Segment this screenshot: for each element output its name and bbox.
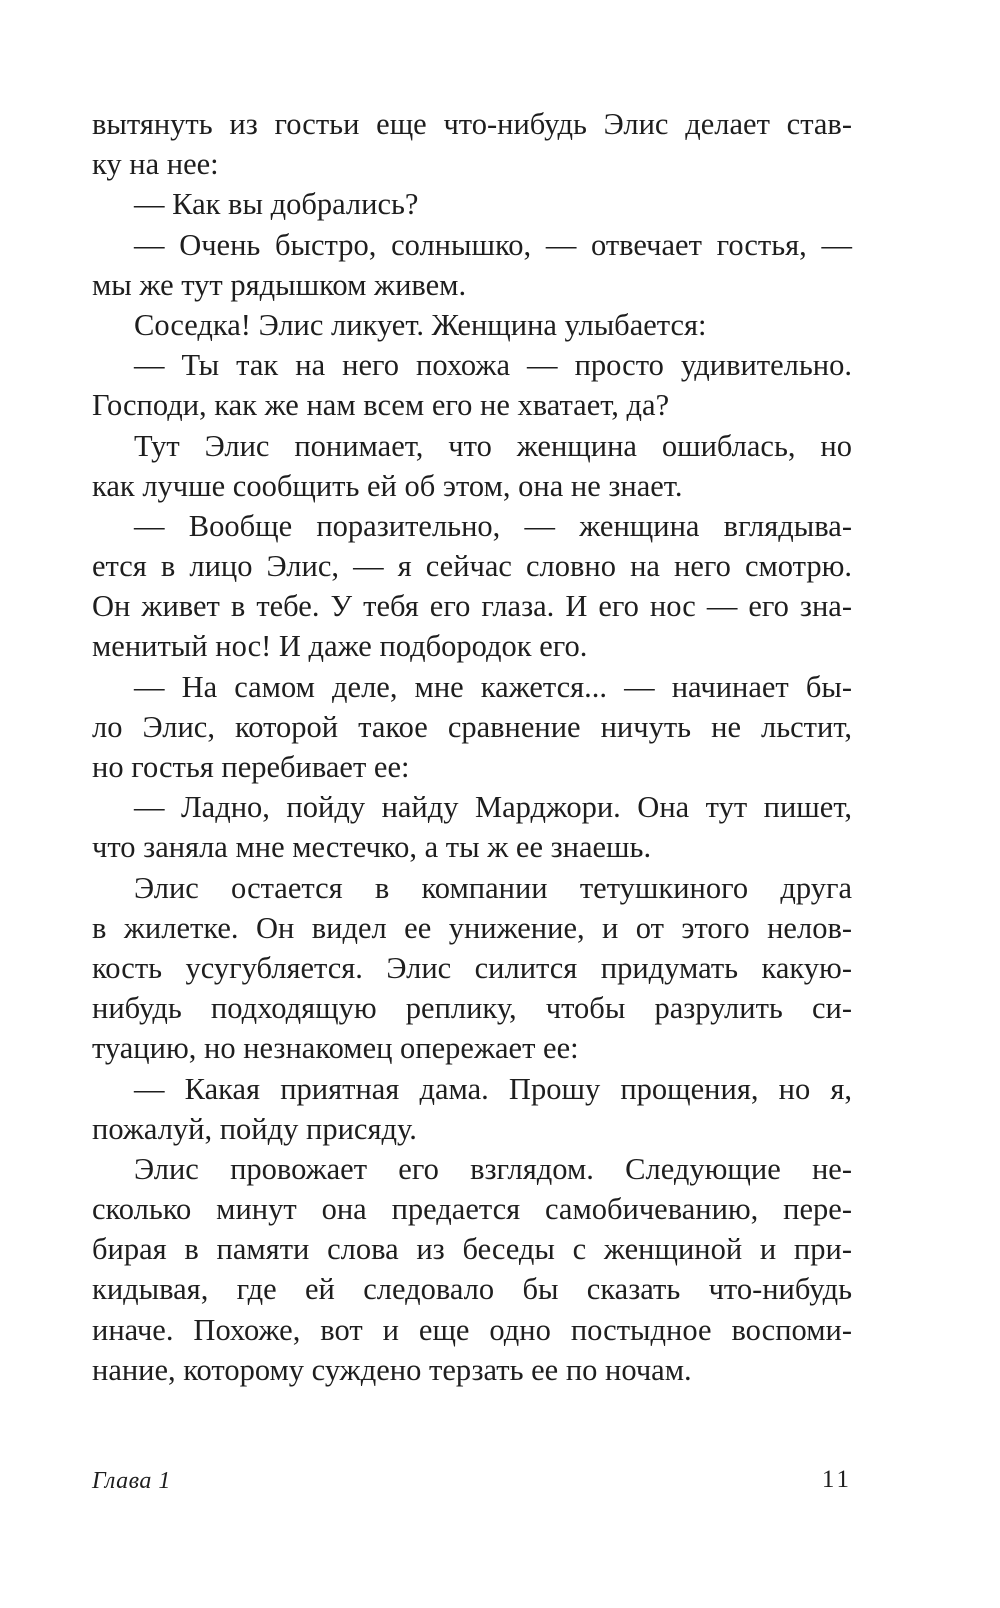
text-line: Элис остается в компании тетушкиного друга [134, 870, 852, 905]
text-line: Элис провожает его взглядом. Следующие не- [134, 1151, 852, 1186]
text-line: но гостья перебивает ее: [92, 750, 410, 784]
text-line: нибудь подходящую реплику, чтобы разрулить си- [92, 991, 852, 1026]
text-line: бирая в памяти слова из беседы с женщиной и при- [92, 1232, 852, 1267]
text-line: — Ладно, пойду найду Марджори. Она тут пишет, [134, 790, 852, 825]
text-line: туацию, но незнакомец опережает ее: [92, 1031, 579, 1066]
text-line: ло Элис, которой такое сравнение ничуть не льстит, [92, 709, 852, 744]
text-line: что заняла мне местечко, а ты ж ее знаешь. [92, 830, 652, 865]
text-line: Тут Элис понимает, что женщина ошиблась, но [134, 428, 852, 463]
text-line: нание, которому суждено терзать ее по ночам. [92, 1352, 692, 1387]
page-number: 11 [821, 1466, 852, 1493]
text-line: ку на нее: [92, 147, 219, 182]
text-line: ется в лицо Элис, — я сейчас словно на него смотрю. [92, 549, 852, 584]
text-line: — Как вы добрались? [134, 187, 419, 222]
text-line: — Очень быстро, солнышко, — отвечает гостья, — [134, 227, 852, 262]
text-line: — Ты так на него похожа — просто удивительно. [134, 348, 852, 383]
text-line: кидывая, где ей следовало бы сказать что-нибудь [92, 1272, 852, 1307]
text-line: сколько минут она предается самобичеванию, пере- [92, 1192, 852, 1227]
text-line: как лучше сообщить ей об этом, она не знает. [92, 468, 683, 503]
text-line: — На самом деле, мне кажется... — начинает бы- [134, 669, 852, 704]
text-line: кость усугубляется. Элис силится придумать какую- [92, 950, 852, 985]
text-line: — Вообще поразительно, — женщина вглядыва- [134, 508, 852, 543]
text-line: пожалуй, пойду присяду. [92, 1111, 417, 1146]
text-line: менитый нос! И даже подбородок его. [92, 629, 588, 664]
text-line: мы же тут рядышком живем. [92, 267, 467, 302]
body-text [92, 104, 852, 1390]
text-line: иначе. Похоже, вот и еще одно постыдное воспоми- [92, 1312, 852, 1347]
text-line: Господи, как же нам всем его не хватает, да? [92, 388, 670, 423]
running-footer-chapter: Глава 1 [92, 1468, 171, 1494]
text-line: в жилетке. Он видел ее унижение, и от этого нелов- [92, 910, 852, 945]
text-line: вытянуть из гостьи еще что-нибудь Элис делает став- [92, 107, 852, 141]
text-line: — Какая приятная дама. Прошу прощения, но я, [134, 1071, 852, 1106]
text-line: Он живет в тебе. У тебя его глаза. И его нос — его зна- [92, 589, 852, 624]
text-line: Соседка! Элис ликует. Женщина улыбается: [134, 307, 707, 342]
